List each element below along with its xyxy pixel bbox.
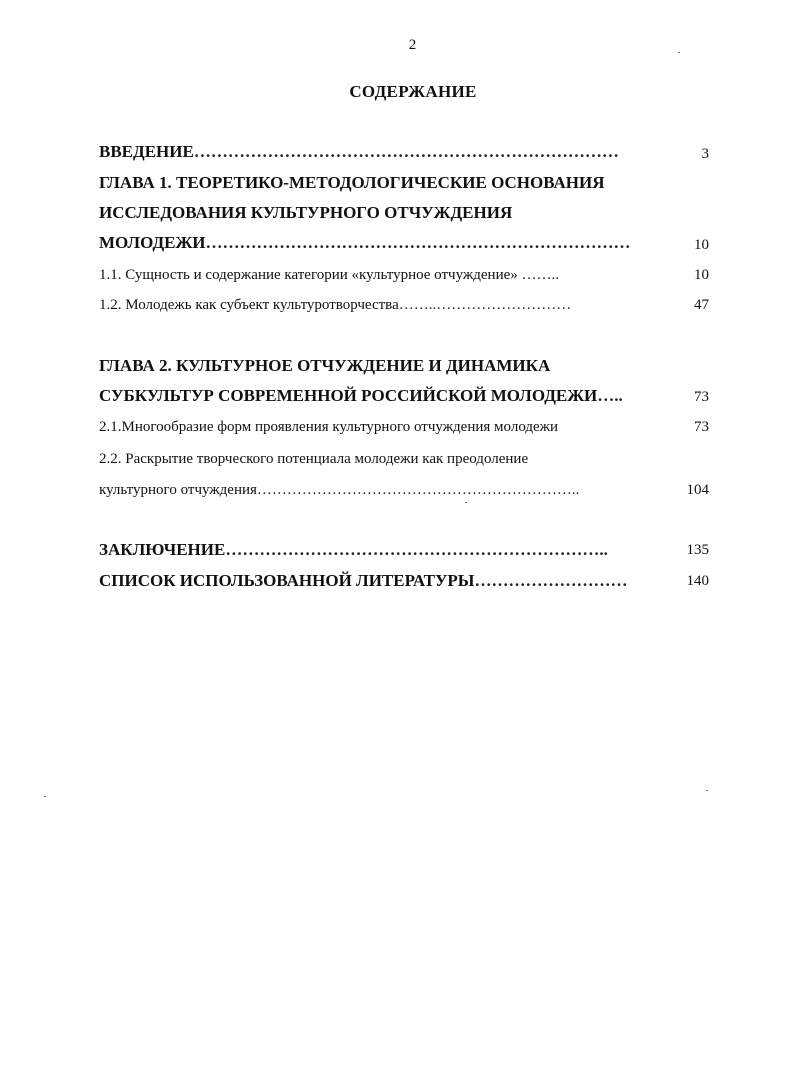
toc-entry-title: СПИСОК ИСПОЛЬЗОВАННОЙ ЛИТЕРАТУРЫ [99,571,475,590]
page-number: 2 [408,37,417,53]
toc-page-number: 104 [686,482,709,498]
toc-entry-title: МОЛОДЕЖИ [99,233,206,252]
toc-entry-section-2-1[interactable]: 2.1.Многообразие форм проявления культурного отчуждения молодежи [99,419,559,435]
toc-entry-conclusion[interactable] [99,539,677,561]
toc-section-2-2-line1[interactable]: 2.2. Раскрытие творческого потенциала молодежи как преодоление [99,451,529,467]
toc-leader: ……..……………………… [398,297,572,313]
toc-chapter1-line2[interactable]: ИССЛЕДОВАНИЯ КУЛЬТУРНОГО ОТЧУЖДЕНИЯ [99,203,513,222]
toc-page-number: 47 [694,297,709,313]
toc-entry-chapter2[interactable] [99,385,677,407]
toc-entry-title: ВВЕДЕНИЕ [99,142,194,161]
scan-speck [44,796,46,797]
toc-leader: …….. [517,267,560,283]
toc-entry-section-1-1[interactable] [99,264,677,286]
toc-page-number: 140 [686,573,709,589]
toc-entry-title: ЗАКЛЮЧЕНИЕ [99,540,226,559]
toc-chapter2-line1[interactable]: ГЛАВА 2. КУЛЬТУРНОЕ ОТЧУЖДЕНИЕ И ДИНАМИКА [99,356,551,375]
toc-page-number: 135 [686,542,709,558]
toc-entry-section-2-2[interactable] [99,479,677,501]
toc-entry-chapter1[interactable] [99,232,677,254]
page-title: СОДЕРЖАНИЕ [349,82,477,101]
toc-page-number: 73 [694,419,709,435]
toc-entry-title: СУБКУЛЬТУР СОВРЕМЕННОЙ РОССИЙСКОЙ МОЛОДЕЖИ [99,386,598,405]
toc-leader: ……………………… [474,571,628,590]
toc-entry-title: 1.2. Молодежь как субъект культуротворчества [99,297,399,313]
toc-page-number: 10 [694,237,709,253]
toc-leader: ………………………………………………………………… [193,142,619,161]
toc-page-number: 10 [694,267,709,283]
scan-speck [465,502,467,503]
scan-speck [706,790,708,791]
toc-page-number: 73 [694,389,709,405]
toc-chapter1-line1[interactable]: ГЛАВА 1. ТЕОРЕТИКО-МЕТОДОЛОГИЧЕСКИЕ ОСНОВАНИЯ [99,173,605,192]
toc-page-number: 3 [701,146,709,162]
toc-entry-title: культурного отчуждения [99,482,257,498]
toc-entry-section-1-2[interactable] [99,294,677,316]
toc-entry-bibliography[interactable] [99,570,677,592]
toc-leader: ………………………………………………………………… [205,233,631,252]
toc-leader: ….. [597,386,623,405]
toc-entry-intro[interactable] [99,141,677,163]
scan-speck [678,52,680,53]
toc-entry-title: 1.1. Сущность и содержание категории «культурное отчуждение» [99,267,518,283]
toc-leader: ……………………………………………………….. [256,482,580,498]
toc-leader: ………………………………………………………….. [225,540,608,559]
